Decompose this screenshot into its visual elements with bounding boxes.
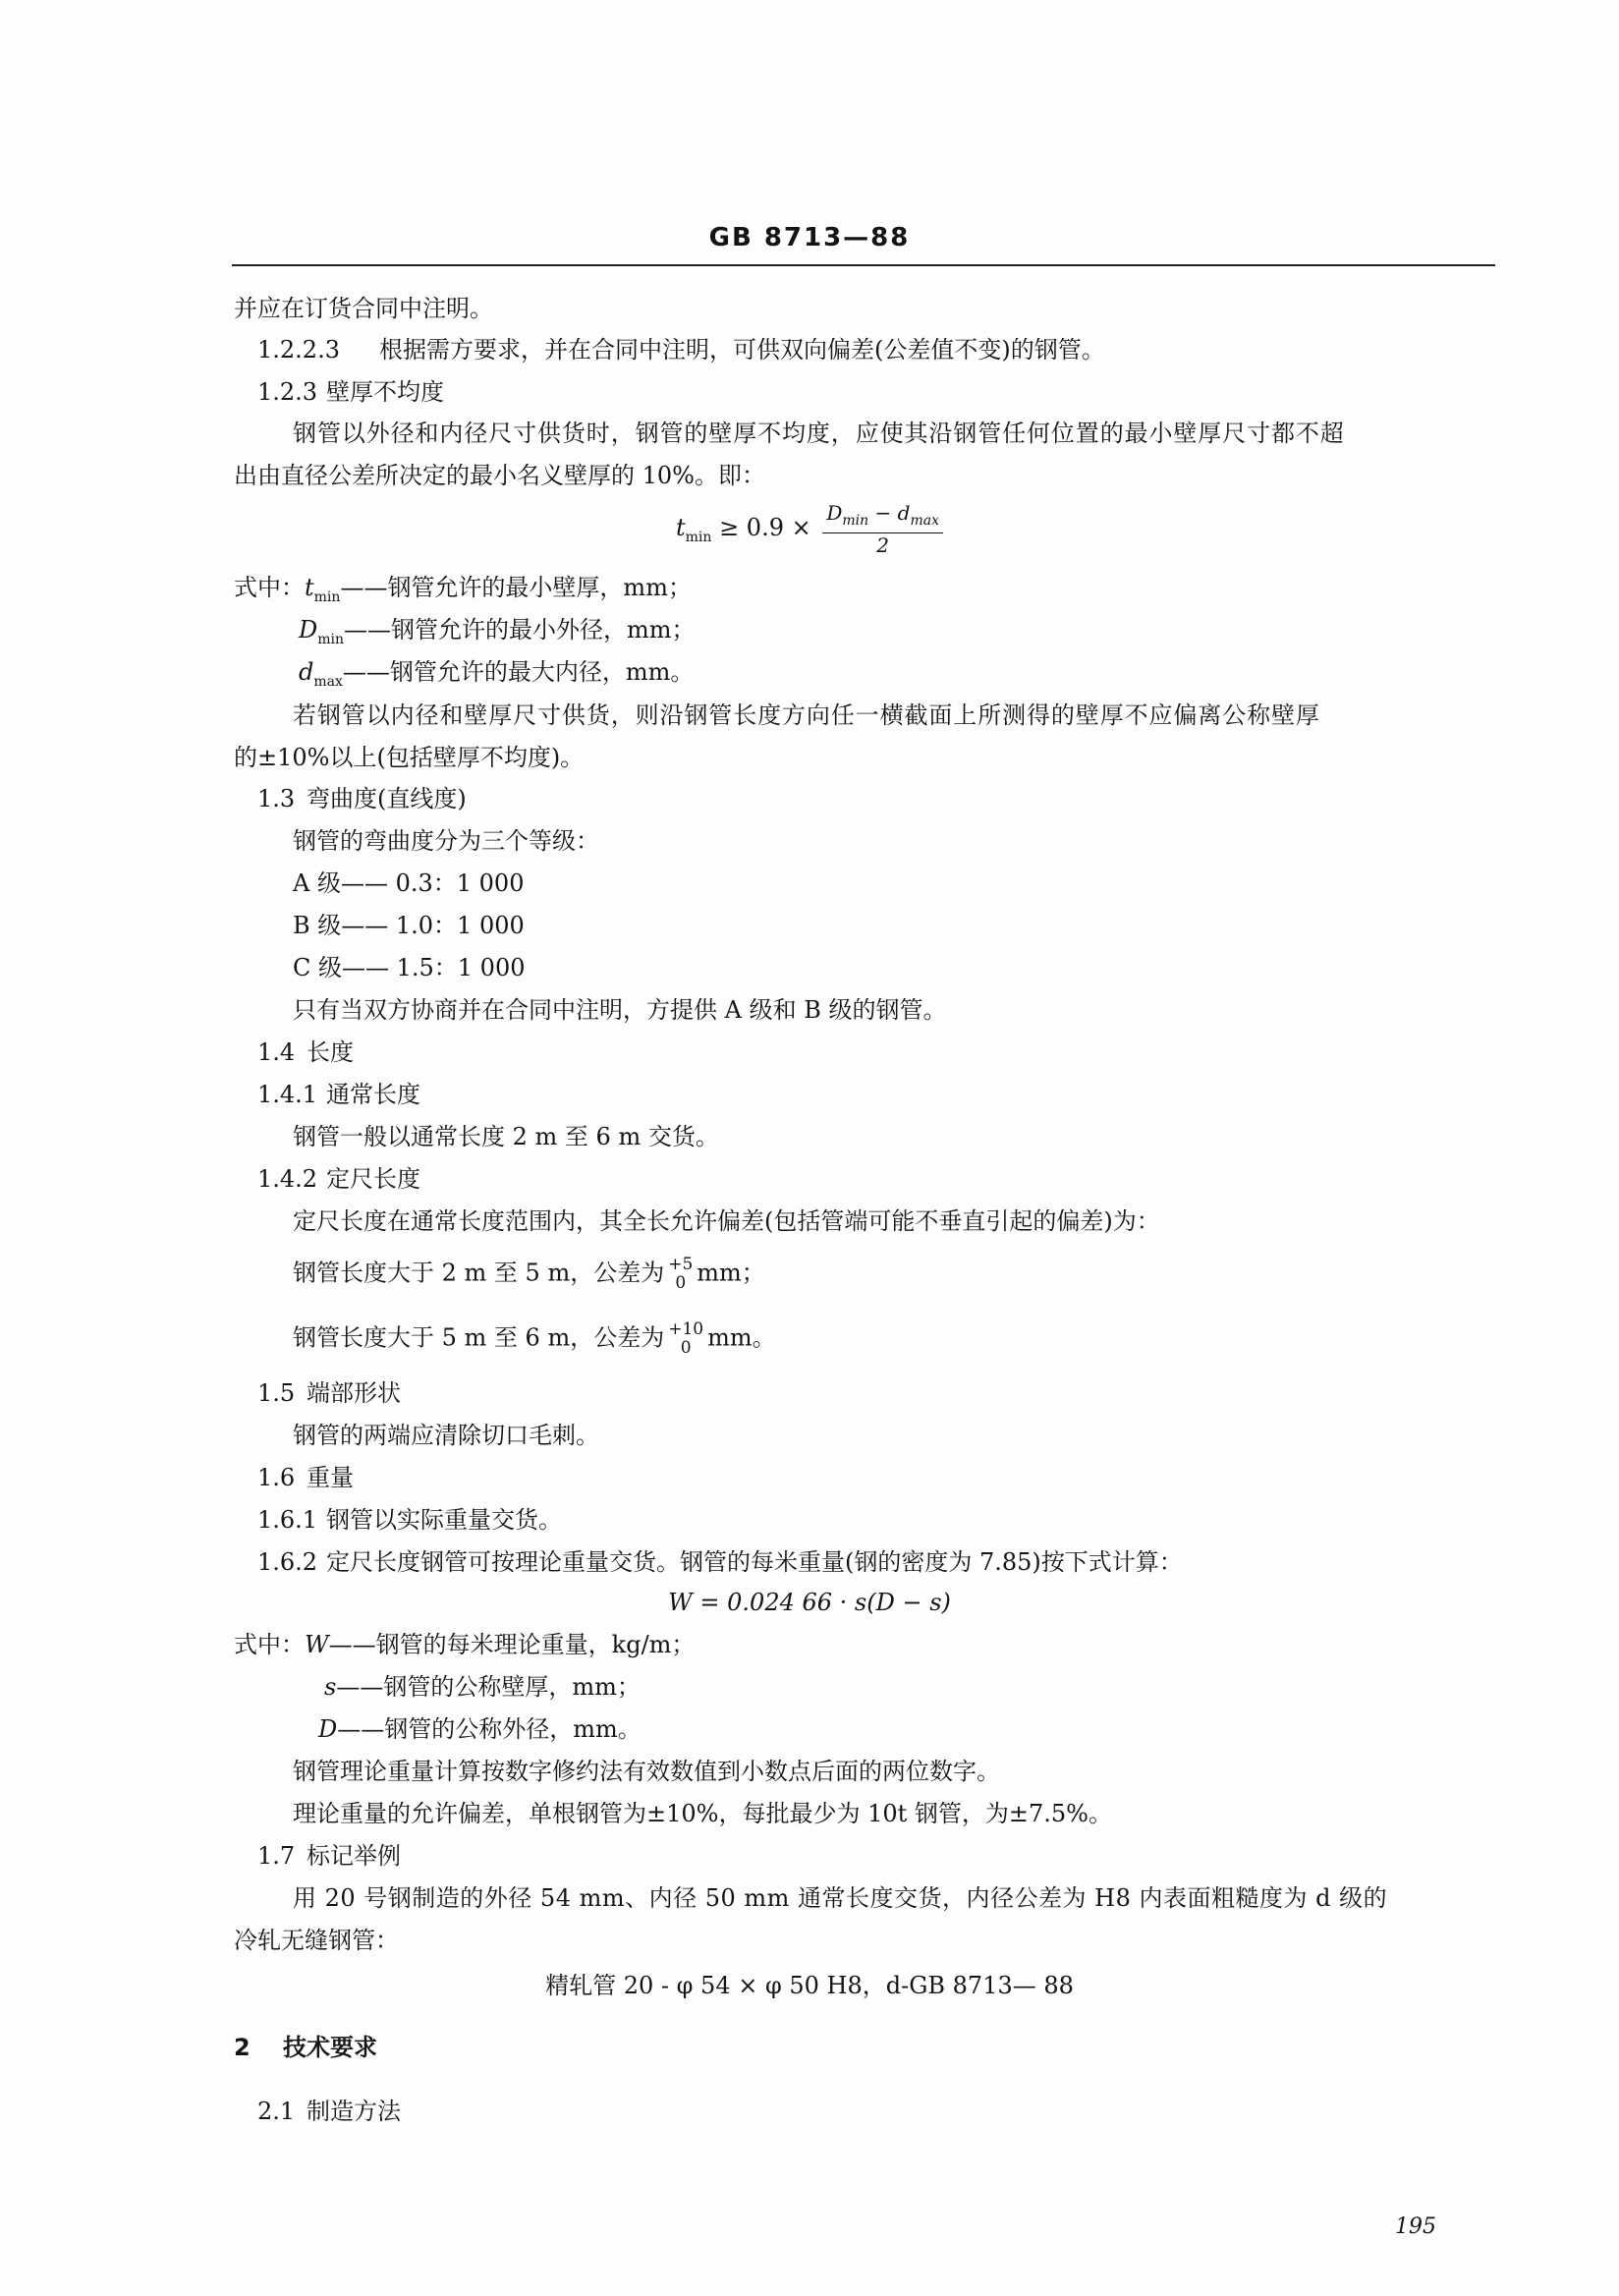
numerator-b-sub: max — [910, 513, 939, 529]
definition-s — [324, 1671, 641, 1703]
clause-text: 钢管以实际重量交货。 — [326, 1506, 562, 1534]
definition-text: ——钢管允许的最大内径，mm。 — [342, 658, 695, 686]
clause-title: 重量 — [307, 1464, 354, 1491]
clause-1-6-1 — [257, 1504, 562, 1536]
clause-1-2-3 — [257, 376, 444, 408]
symbol: d — [299, 658, 314, 686]
clause-title: 长度 — [307, 1038, 354, 1066]
paragraph: 钢管以外径和内径尺寸供货时，钢管的壁厚不均度，应使其沿钢管任何位置的最小壁厚尺寸都不超 — [293, 420, 1345, 447]
tolerance-lower: 0 — [675, 1273, 687, 1293]
numerator-op: − — [868, 501, 898, 525]
clause-number: 1.5 — [257, 1379, 296, 1407]
paragraph: 的±10%以上(包括壁厚不均度)。 — [234, 744, 585, 771]
paragraph: 钢管的弯曲度分为三个等级： — [293, 827, 599, 855]
clause-title: 弯曲度(直线度) — [307, 785, 467, 812]
clause-text: 定尺长度钢管可按理论重量交货。钢管的每米重量(钢的密度为 7.85)按下式计算： — [326, 1548, 1183, 1576]
tolerance-lower: 0 — [680, 1338, 692, 1358]
paragraph: 钢管理论重量计算按数字修约法有效数值到小数点后面的两位数字。 — [293, 1758, 1000, 1785]
definition-text: ——钢管的每米理论重量，kg/m； — [328, 1631, 696, 1658]
formula-fraction — [822, 501, 943, 557]
clause-text: 根据需方要求，并在合同中注明，可供双向偏差(公差值不变)的钢管。 — [379, 336, 1105, 364]
clause-number: 1.7 — [257, 1842, 296, 1870]
paragraph: 理论重量的允许偏差，单根钢管为±10%，每批最少为 10t 钢管，为±7.5%。 — [293, 1800, 1112, 1827]
clause-1-6 — [257, 1462, 354, 1493]
clause-1-2-2-3 — [257, 334, 1105, 365]
definition-t — [234, 572, 692, 603]
marking-example: 精轧管 20 - φ 54 × φ 50 H8，d-GB 8713— 88 — [545, 1972, 1074, 1999]
clause-number: 1.3 — [257, 785, 296, 812]
tolerance-value — [668, 1256, 693, 1293]
formula-lhs: t — [676, 514, 686, 541]
symbol: D — [299, 616, 318, 644]
formula-lhs-sub: min — [685, 529, 712, 545]
definition-intro: 式中： — [234, 1631, 305, 1658]
section-title: 技术要求 — [283, 2034, 377, 2061]
clause-1-4 — [257, 1036, 354, 1068]
clause-1-3 — [257, 783, 467, 814]
definition-intro: 式中： — [234, 574, 305, 601]
clause-number: 1.4 — [257, 1038, 296, 1066]
clause-1-6-2 — [257, 1546, 1183, 1578]
definition-d — [299, 656, 694, 688]
tolerance-upper: +5 — [668, 1255, 694, 1274]
clause-title: 定尺长度 — [326, 1165, 420, 1193]
clause-number: 1.6.1 — [257, 1506, 318, 1534]
section-2 — [234, 2032, 377, 2063]
clause-1-4-2 — [257, 1163, 420, 1195]
paragraph: 钢管一般以通常长度 2 m 至 6 m 交货。 — [293, 1123, 719, 1150]
clause-title: 制造方法 — [307, 2098, 401, 2125]
grade-c: C 级—— 1.5：1 000 — [293, 954, 526, 981]
numerator-b: d — [897, 501, 911, 525]
clause-title: 壁厚不均度 — [326, 378, 444, 406]
page-number: 195 — [1395, 2214, 1436, 2239]
paragraph: 定尺长度在通常长度范围内，其全长允许偏差(包括管端可能不垂直引起的偏差)为： — [293, 1207, 1160, 1235]
definition-Dn — [318, 1713, 642, 1745]
formula-min-wall — [0, 501, 1619, 557]
clause-2-1 — [257, 2096, 401, 2127]
definition-text: ——钢管的公称壁厚，mm； — [336, 1673, 641, 1701]
paragraph: 用 20 号钢制造的外径 54 mm、内径 50 mm 通常长度交货，内径公差为 H8 内表面粗糙度为 d 级的 — [293, 1884, 1388, 1912]
symbol-sub: max — [313, 673, 343, 690]
grade-b: B 级—— 1.0：1 000 — [293, 912, 525, 939]
clause-1-7 — [257, 1840, 401, 1872]
paragraph: 并应在订货合同中注明。 — [234, 295, 493, 322]
definition-text: ——钢管允许的最小壁厚，mm； — [340, 574, 692, 601]
section-number: 2 — [234, 2034, 251, 2061]
definition-text: ——钢管允许的最小外径，mm； — [344, 616, 696, 644]
tolerance-text: 钢管长度大于 2 m 至 5 m，公差为 — [293, 1259, 665, 1287]
clause-title: 标记举例 — [307, 1842, 401, 1870]
paragraph: 钢管的两端应清除切口毛刺。 — [293, 1422, 599, 1449]
tolerance-upper: +10 — [668, 1319, 704, 1339]
tolerance-line-1 — [293, 1255, 765, 1293]
tolerance-value — [668, 1320, 703, 1358]
clause-1-5 — [257, 1377, 401, 1409]
symbol: s — [324, 1673, 337, 1701]
clause-number: 1.6.2 — [257, 1548, 318, 1576]
clause-title: 通常长度 — [326, 1081, 420, 1108]
definition-D — [299, 614, 696, 645]
formula-weight: W = 0.024 66 · s(D − s) — [668, 1589, 951, 1616]
clause-number: 2.1 — [257, 2098, 296, 2125]
clause-1-4-1 — [257, 1079, 420, 1110]
clause-number: 1.2.2.3 — [257, 336, 340, 364]
numerator-a: D — [826, 501, 843, 525]
symbol-sub: min — [317, 631, 345, 647]
clause-title: 端部形状 — [307, 1379, 401, 1407]
clause-number: 1.4.1 — [257, 1081, 318, 1108]
definition-text: ——钢管的公称外径，mm。 — [337, 1715, 642, 1743]
paragraph: 冷轧无缝钢管： — [234, 1927, 399, 1954]
clause-number: 1.6 — [257, 1464, 296, 1491]
symbol: W — [305, 1631, 329, 1658]
symbol: D — [318, 1715, 338, 1743]
tolerance-text: 钢管长度大于 5 m 至 6 m，公差为 — [293, 1323, 665, 1352]
paragraph: 只有当双方协商并在合同中注明，方提供 A 级和 B 级的钢管。 — [293, 996, 947, 1024]
definition-W — [234, 1629, 695, 1660]
symbol: t — [305, 574, 314, 601]
document-header: GB 8713—88 — [708, 223, 911, 252]
tolerance-unit: mm； — [697, 1259, 765, 1287]
grade-a: A 级—— 0.3：1 000 — [293, 869, 525, 897]
tolerance-line-2 — [293, 1319, 776, 1358]
header-rule — [232, 264, 1495, 266]
paragraph: 若钢管以内径和壁厚尺寸供货，则沿钢管长度方向任一横截面上所测得的壁厚不应偏离公称壁厚 — [293, 701, 1320, 729]
formula-relation: ≥ 0.9 × — [711, 514, 819, 541]
denominator: 2 — [876, 533, 890, 557]
symbol-sub: min — [313, 588, 341, 605]
clause-number: 1.2.3 — [257, 378, 318, 406]
paragraph: 出由直径公差所决定的最小名义壁厚的 10%。即： — [234, 462, 765, 489]
tolerance-unit: mm。 — [707, 1323, 776, 1352]
numerator-a-sub: min — [842, 513, 869, 529]
clause-number: 1.4.2 — [257, 1165, 318, 1193]
